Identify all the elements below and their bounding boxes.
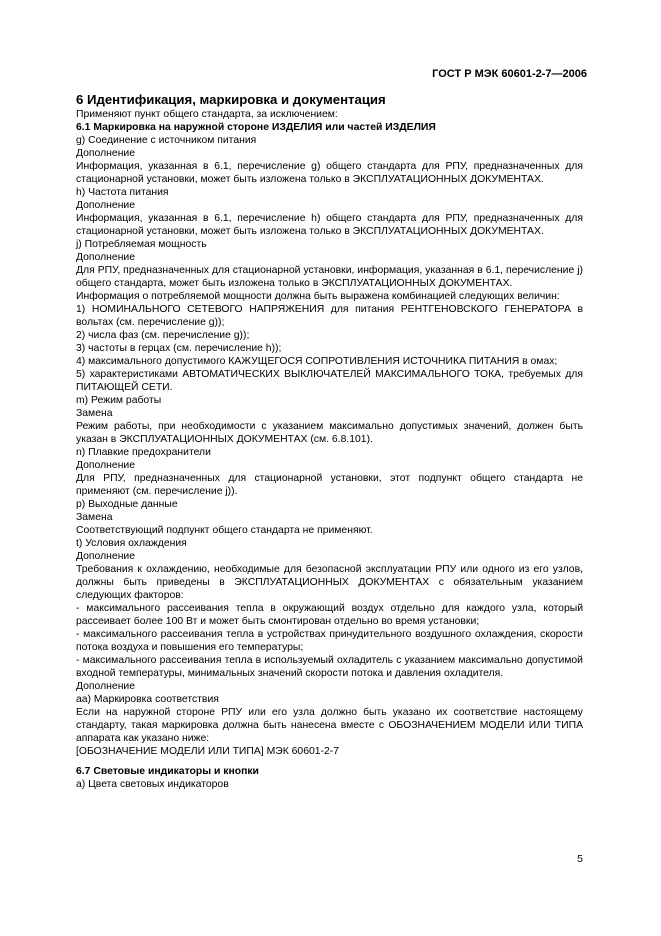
item-j-list-1: 1) НОМИНАЛЬНОГО СЕТЕВОГО НАПРЯЖЕНИЯ для питания РЕНТГЕНОВСКОГО ГЕНЕРАТОРА в вольтах (см. перечисление g)); xyxy=(76,304,583,328)
item-aa-title: аа) Маркировка соответствия xyxy=(76,694,219,705)
item-t-dash-2: - максимального рассеивания тепла в устройствах принудительного воздушного охлаждения, скорости потока воздуха и повышения его температуры; xyxy=(76,629,583,653)
item-j-list-3: 3) частоты в герцах (см. перечисление h)); xyxy=(76,343,282,354)
item-j-list-4: 4) максимального допустимого КАЖУЩЕГОСЯ СОПРОТИВЛЕНИЯ ИСТОЧНИКА ПИТАНИЯ в омах; xyxy=(76,356,558,367)
item-h-addition-label: Дополнение xyxy=(76,200,136,211)
item-j-text-2: Информация о потребляемой мощности должна быть выражена комбинацией следующих величин: xyxy=(76,291,560,302)
page-body xyxy=(76,92,583,791)
item-g-title: g) Соединение с источником питания xyxy=(76,135,257,146)
item-t-title: t) Условия охлаждения xyxy=(76,538,187,549)
item-j-list-2: 2) числа фаз (см. перечисление g)); xyxy=(76,330,250,341)
page-number: 5 xyxy=(577,853,583,865)
subsection-title-6-1: 6.1 Маркировка на наружной стороне ИЗДЕЛИЯ или частей ИЗДЕЛИЯ xyxy=(76,122,436,133)
item-h-title: h) Частота питания xyxy=(76,187,169,198)
item-j-text: Для РПУ, предназначенных для стационарной установки, информация, указанная в 6.1, перечисление j) общего стандарта, может быть изложена только в ЭКСПЛУАТАЦИОННЫХ ДОКУМЕНТАХ. xyxy=(76,265,583,289)
item-j-addition-label: Дополнение xyxy=(76,252,136,263)
document-header: ГОСТ Р МЭК 60601-2-7—2006 xyxy=(432,68,587,80)
item-a-title: а) Цвета световых индикаторов xyxy=(76,779,229,790)
item-m-text: Режим работы, при необходимости с указанием максимально допустимых значений, должен быть указан в ЭКСПЛУАТАЦИОННЫХ ДОКУМЕНТАХ (см. 6.8.101). xyxy=(76,421,583,445)
item-aa-marking-reference: [ОБОЗНАЧЕНИЕ МОДЕЛИ ИЛИ ТИПА] МЭК 60601-2-7 xyxy=(76,746,340,757)
item-p-text: Соответствующий подпункт общего стандарта не применяют. xyxy=(76,525,373,536)
item-m-title: m) Режим работы xyxy=(76,395,162,406)
item-j-list-5: 5) характеристиками АВТОМАТИЧЕСКИХ ВЫКЛЮЧАТЕЛЕЙ МАКСИМАЛЬНОГО ТОКА, требуемых для ПИТАЮЩЕЙ СЕТИ. xyxy=(76,369,583,393)
subsection-title-6-7: 6.7 Световые индикаторы и кнопки xyxy=(76,766,259,777)
item-p-replacement-label: Замена xyxy=(76,512,113,523)
section-title: 6 Идентификация, маркировка и документация xyxy=(76,92,386,107)
item-n-title: n) Плавкие предохранители xyxy=(76,447,211,458)
item-aa-addition-label: Дополнение xyxy=(76,681,136,692)
item-t-text: Требования к охлаждению, необходимые для безопасной эксплуатации РПУ или одного из его узлов, должны быть приведены в ЭКСПЛУАТАЦИОННЫХ ДОКУМЕНТАХ с обязательным указанием следующих факторов: xyxy=(76,564,583,601)
item-t-dash-1: - максимального рассеивания тепла в окружающий воздух отдельно для каждого узла, который рассеивает более 100 Вт и может быть смонтирован отдельно во время установки; xyxy=(76,603,583,627)
item-g-addition-label: Дополнение xyxy=(76,148,136,159)
item-h-text: Информация, указанная в 6.1, перечисление h) общего стандарта для РПУ, предназначенных для стационарной установки, может быть изложена только в ЭКСПЛУАТАЦИОННЫХ ДОКУМЕНТАХ. xyxy=(76,213,583,237)
item-j-title: j) Потребляемая мощность xyxy=(76,239,207,250)
item-n-addition-label: Дополнение xyxy=(76,460,136,471)
item-m-replacement-label: Замена xyxy=(76,408,113,419)
intro-paragraph: Применяют пункт общего стандарта, за исключением: xyxy=(76,109,338,120)
item-aa-text: Если на наружной стороне РПУ или его узла должно быть указано их соответствие настоящему стандарту, такая маркировка должна быть нанесена вместе с ОБОЗНАЧЕНИЕМ МОДЕЛИ ИЛИ ТИПА аппарата как указано ниже: xyxy=(76,707,583,744)
item-t-addition-label: Дополнение xyxy=(76,551,136,562)
item-p-title: р) Выходные данные xyxy=(76,499,178,510)
item-t-dash-3: - максимального рассеивания тепла в используемый охладитель с указанием максимально допустимой входной температуры, минимальных значений скорости потока и давления охладителя. xyxy=(76,655,583,679)
item-n-text: Для РПУ, предназначенных для стационарной установки, этот подпункт общего стандарта не применяют (см. перечисление j)). xyxy=(76,473,583,497)
item-g-text: Информация, указанная в 6.1, перечисление g) общего стандарта для РПУ, предназначенных для стационарной установки, может быть изложена только в ЭКСПЛУАТАЦИОННЫХ ДОКУМЕНТАХ. xyxy=(76,161,583,185)
